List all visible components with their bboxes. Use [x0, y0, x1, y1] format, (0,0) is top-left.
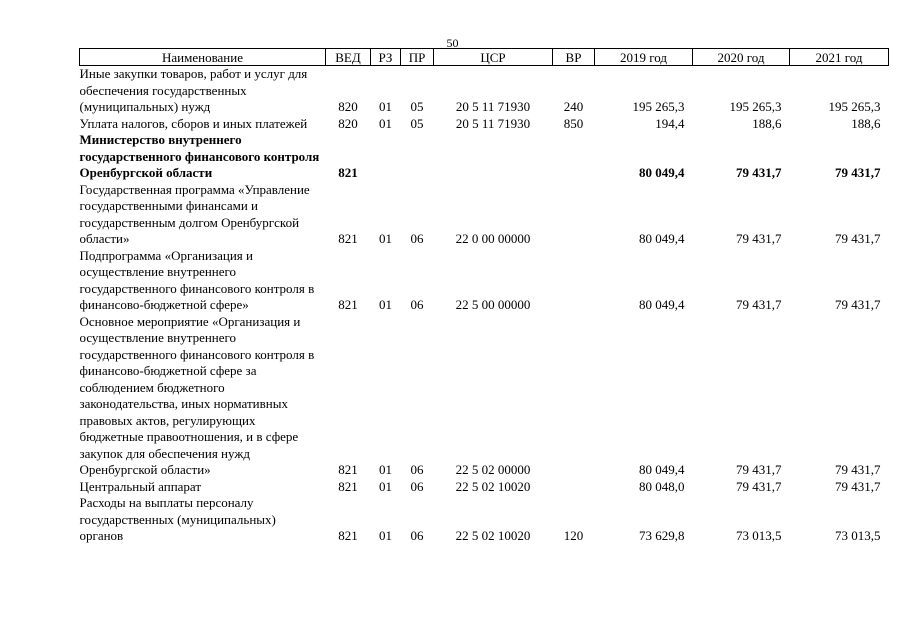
- row-csr: [434, 132, 553, 182]
- row-2021: 73 013,5: [835, 528, 881, 543]
- page-number: 50: [446, 36, 459, 50]
- row-name: Основное мероприятие «Организация и осуществление внутреннего государственного финансового контроля в финансово-бюджетной сфере за соблюдением бюджетного законодательства, иных нормативных правовых актов, регулирующих бюджетные правоотношения, и в сфере закупок для обеспечения нужд Оренбургской области»: [79, 313, 315, 477]
- row-2021: 79 431,7: [835, 165, 881, 180]
- row-2020: 188,6: [752, 115, 782, 131]
- row-vr: [553, 314, 595, 479]
- row-vr: 240: [563, 99, 584, 114]
- row-pr: [401, 132, 434, 182]
- row-2021: 79 431,7: [835, 462, 881, 477]
- row-2020: 79 431,7: [736, 462, 782, 477]
- row-rz: 01: [379, 115, 392, 131]
- row-rz: 01: [379, 99, 392, 114]
- row-ved: 821: [338, 231, 358, 246]
- table-row: [80, 495, 889, 545]
- row-name: Расходы на выплаты персоналу государственных (муниципальных) органов: [79, 495, 276, 543]
- row-2019: 195 265,3: [632, 99, 685, 114]
- row-vr: [553, 132, 595, 182]
- row-2021: 195 265,3: [828, 99, 881, 114]
- row-rz: 01: [379, 297, 392, 312]
- header-rz: РЗ: [371, 49, 401, 66]
- row-2019: 80 049,4: [639, 462, 685, 477]
- row-rz: 01: [379, 231, 392, 246]
- row-ved: 820: [338, 99, 358, 114]
- row-2019: 80 048,0: [639, 478, 685, 494]
- row-name: Министерство внутреннего государственного финансового контроля Оренбургской области: [79, 132, 320, 180]
- row-2019: 80 049,4: [639, 297, 685, 312]
- row-2021: 79 431,7: [835, 478, 881, 494]
- row-pr: 06: [410, 231, 424, 246]
- row-rz: 01: [379, 528, 392, 543]
- row-2020: 79 431,7: [736, 297, 782, 312]
- row-2019: 194,4: [655, 115, 685, 131]
- row-rz: 01: [379, 478, 392, 494]
- row-2019: 80 049,4: [639, 165, 685, 180]
- table-row: [80, 479, 889, 496]
- table-row: [80, 182, 889, 248]
- row-vr: 850: [563, 115, 584, 131]
- row-rz: [371, 132, 401, 182]
- row-name: Центральный аппарат: [79, 478, 202, 494]
- header-2019: 2019 год: [595, 49, 693, 66]
- row-2020: 79 431,7: [736, 478, 782, 494]
- row-name: Иные закупки товаров, работ и услуг для обеспечения государственных (муниципальных) нужд: [79, 66, 308, 114]
- row-2019: 73 629,8: [639, 528, 685, 543]
- row-csr: 20 5 11 71930: [455, 99, 531, 114]
- row-pr: 05: [410, 99, 424, 114]
- row-ved: 821: [338, 462, 358, 477]
- row-2021: 79 431,7: [835, 231, 881, 246]
- table-row: [80, 66, 889, 116]
- row-csr: 22 0 00 00000: [455, 231, 531, 246]
- row-csr: 22 5 02 10020: [455, 478, 531, 494]
- header-name: Наименование: [80, 49, 326, 66]
- table-row: [80, 116, 889, 133]
- row-csr: 22 5 00 00000: [455, 297, 531, 312]
- row-vr: [553, 479, 595, 496]
- budget-table: [79, 48, 889, 545]
- row-ved: 821: [338, 297, 358, 312]
- row-pr: 05: [410, 115, 424, 131]
- row-vr: 120: [563, 528, 584, 543]
- row-2019: 80 049,4: [639, 231, 685, 246]
- table-header-row: [80, 49, 889, 66]
- header-2020: 2020 год: [693, 49, 790, 66]
- header-pr: ПР: [401, 49, 434, 66]
- row-name: Подпрограмма «Организация и осуществление внутреннего государственного финансового контроля в финансово-бюджетной сфере»: [79, 247, 315, 312]
- row-2020: 79 431,7: [736, 165, 782, 180]
- row-2021: 188,6: [851, 115, 881, 131]
- row-pr: 06: [410, 528, 424, 543]
- row-ved: 821: [338, 528, 358, 543]
- table-row: [80, 314, 889, 479]
- row-name: Государственная программа «Управление государственными финансами и государственным долгом Оренбургской области»: [79, 181, 310, 246]
- header-csr: ЦСР: [434, 49, 553, 66]
- row-name: Уплата налогов, сборов и иных платежей: [79, 115, 308, 131]
- row-2021: 79 431,7: [835, 297, 881, 312]
- row-ved: 820: [338, 115, 358, 131]
- row-vr: [553, 182, 595, 248]
- table-row: [80, 132, 889, 182]
- header-vr: ВР: [553, 49, 595, 66]
- row-ved: 821: [338, 478, 358, 494]
- header-2021: 2021 год: [790, 49, 889, 66]
- row-vr: [553, 248, 595, 314]
- row-2020: 73 013,5: [736, 528, 782, 543]
- row-rz: 01: [379, 462, 392, 477]
- row-pr: 06: [410, 297, 424, 312]
- row-2020: 79 431,7: [736, 231, 782, 246]
- row-csr: 20 5 11 71930: [455, 115, 531, 131]
- row-pr: 06: [410, 462, 424, 477]
- row-csr: 22 5 02 00000: [455, 462, 531, 477]
- table-row: [80, 248, 889, 314]
- row-ved: 821: [338, 165, 358, 180]
- row-pr: 06: [410, 478, 424, 494]
- row-csr: 22 5 02 10020: [455, 528, 531, 543]
- row-2020: 195 265,3: [729, 99, 782, 114]
- header-ved: ВЕД: [326, 49, 371, 66]
